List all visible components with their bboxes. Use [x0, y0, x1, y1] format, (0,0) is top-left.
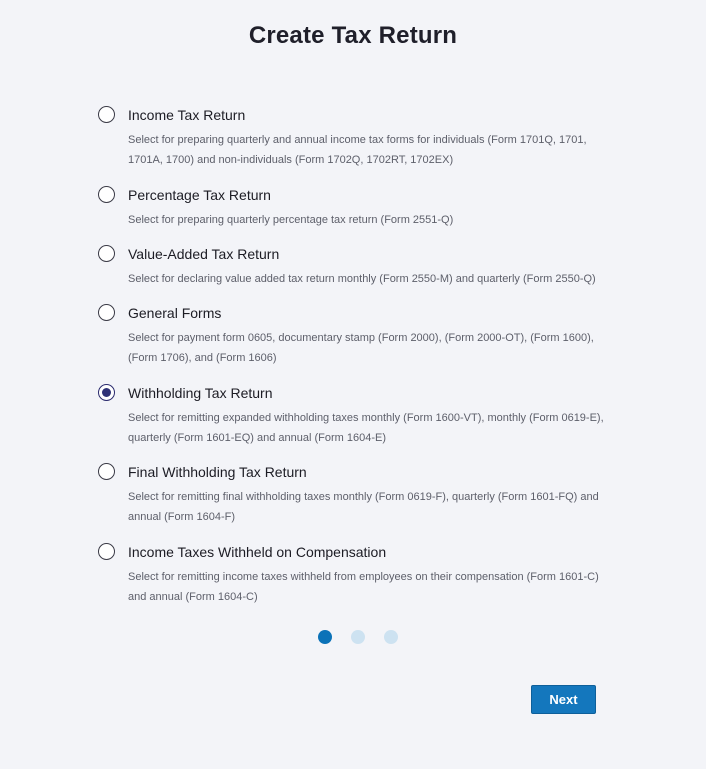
- step-dot-1[interactable]: [318, 630, 332, 644]
- option-description: Select for payment form 0605, documentary stamp (Form 2000), (Form 2000-OT), (Form 1600), (Form 1706), and (Form 1606): [128, 332, 594, 364]
- option-label: Final Withholding Tax Return: [128, 464, 307, 480]
- radio-button[interactable]: [98, 304, 115, 321]
- option-description: Select for preparing quarterly and annual income tax forms for individuals (Form 1701Q, 1701, 1701A, 1700) and non-individuals (Form 1702Q, 1702RT, 1702EX): [128, 134, 587, 166]
- next-button[interactable]: Next: [531, 685, 596, 714]
- radio-button[interactable]: [98, 186, 115, 203]
- step-dot-2[interactable]: [351, 630, 365, 644]
- radio-button[interactable]: [98, 543, 115, 560]
- page-title: Create Tax Return: [248, 22, 458, 49]
- option-label: Value-Added Tax Return: [128, 246, 280, 262]
- radio-button[interactable]: [98, 106, 115, 123]
- step-indicator: [318, 630, 398, 644]
- option-description: Select for remitting expanded withholding taxes monthly (Form 1600-VT), monthly (Form 0619-E), quarterly (Form 1601-EQ) and annual (Form 1604-E): [128, 412, 604, 444]
- option-label: Percentage Tax Return: [128, 187, 271, 203]
- option-description: Select for preparing quarterly percentage tax return (Form 2551-Q): [128, 214, 454, 226]
- option-label: Income Tax Return: [128, 107, 246, 123]
- option-description: Select for declaring value added tax return monthly (Form 2550-M) and quarterly (Form 2550-Q): [128, 273, 596, 285]
- option-description: Select for remitting final withholding taxes monthly (Form 0619-F), quarterly (Form 1601-FQ) and annual (Form 1604-F): [128, 491, 599, 523]
- option-label: General Forms: [128, 305, 222, 321]
- step-dot-3[interactable]: [384, 630, 398, 644]
- option-label: Income Taxes Withheld on Compensation: [128, 544, 387, 560]
- option-description: Select for remitting income taxes withheld from employees on their compensation (Form 1601-C) and annual (Form 1604-C): [128, 571, 599, 603]
- radio-button[interactable]: [98, 245, 115, 262]
- radio-button[interactable]: [98, 384, 115, 401]
- option-label: Withholding Tax Return: [128, 385, 273, 401]
- radio-button[interactable]: [98, 463, 115, 480]
